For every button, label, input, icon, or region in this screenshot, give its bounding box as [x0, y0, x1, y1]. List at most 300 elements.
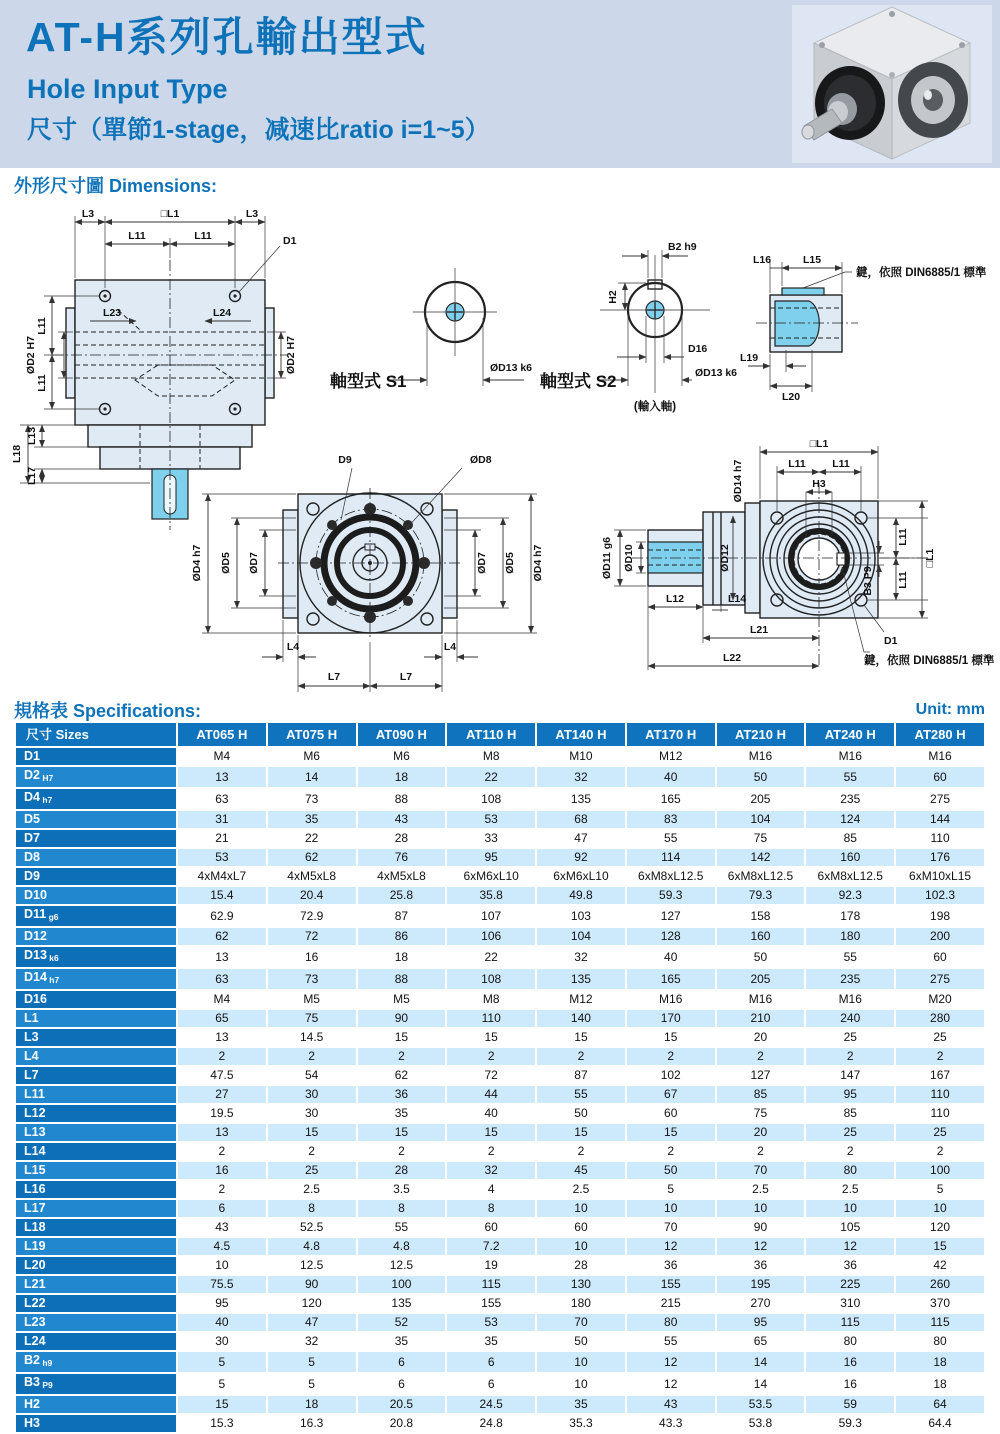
spec-cell: 73 [268, 789, 356, 809]
svg-text:B2 h9: B2 h9 [668, 241, 697, 253]
spec-cell: 15 [627, 1029, 715, 1046]
svg-text:ØD7: ØD7 [248, 552, 260, 574]
spec-cell: 75 [268, 1010, 356, 1027]
spec-cell: 180 [806, 928, 894, 945]
spec-cell: 2 [178, 1181, 266, 1198]
spec-cell: 170 [627, 1010, 715, 1027]
spec-cell: 15 [447, 1029, 535, 1046]
spec-row-label: L22 [16, 1295, 176, 1312]
spec-cell: 2 [447, 1048, 535, 1065]
spec-row-label: D5 [16, 811, 176, 828]
spec-cell: 4xM5xL8 [358, 868, 446, 885]
spec-cell: 135 [537, 789, 625, 809]
spec-cell: 13 [178, 947, 266, 967]
svg-text:ØD5: ØD5 [504, 552, 516, 574]
svg-text:ØD12: ØD12 [719, 544, 731, 572]
spec-cell: 10 [537, 1238, 625, 1255]
spec-cell: 108 [447, 969, 535, 989]
spec-cell: 40 [627, 767, 715, 787]
spec-cell: 75.5 [178, 1276, 266, 1293]
spec-cell: 180 [537, 1295, 625, 1312]
spec-cell: 160 [717, 928, 805, 945]
spec-cell: 87 [537, 1067, 625, 1084]
spec-row-label: L18 [16, 1219, 176, 1236]
spec-cell: 55 [358, 1219, 446, 1236]
spec-cell: 167 [896, 1067, 984, 1084]
spec-cell: 2 [358, 1143, 446, 1160]
spec-cell: 80 [627, 1314, 715, 1331]
spec-col-header: AT090 H [358, 723, 446, 746]
spec-cell: 49.8 [537, 887, 625, 904]
spec-cell: 19 [447, 1257, 535, 1274]
spec-row [16, 1219, 984, 1236]
spec-cell: 107 [447, 906, 535, 926]
spec-cell: 5 [896, 1181, 984, 1198]
spec-cell: 90 [268, 1276, 356, 1293]
svg-text:ØD10: ØD10 [623, 544, 635, 572]
spec-row-label: D14 $_{h7}$ [16, 969, 176, 989]
input-hub-highlight [648, 542, 703, 573]
svg-text:L7: L7 [399, 671, 413, 683]
svg-text:ØD4 h7: ØD4 h7 [532, 544, 544, 582]
spec-row [16, 1048, 984, 1065]
spec-cell: 155 [627, 1276, 715, 1293]
spec-row [16, 1029, 984, 1046]
spec-row-label: D8 [16, 849, 176, 866]
spec-cell: 270 [717, 1295, 805, 1312]
spec-row [16, 748, 984, 765]
svg-text:L14: L14 [727, 593, 747, 605]
spec-row-label: D13 $_{k6}$ [16, 947, 176, 967]
page-title: AT-H系列孔輸出型式 [26, 14, 428, 60]
spec-table-header-row [16, 723, 984, 746]
spec-cell: 50 [537, 1105, 625, 1122]
svg-text:L19: L19 [739, 352, 759, 364]
spec-cell: 4.8 [268, 1238, 356, 1255]
spec-cell: 95 [806, 1086, 894, 1103]
spec-cell: 35 [537, 1396, 625, 1413]
spec-cell: 36 [358, 1086, 446, 1103]
spec-cell: 63 [178, 789, 266, 809]
svg-text:L4: L4 [443, 641, 457, 653]
spec-cell: 115 [806, 1314, 894, 1331]
svg-text:D1: D1 [283, 235, 297, 247]
spec-cell: M6 [358, 748, 446, 765]
svg-text:L4: L4 [286, 641, 300, 653]
spec-cell: 50 [627, 1162, 715, 1179]
spec-row-label: L24 [16, 1333, 176, 1350]
svg-text:L3: L3 [245, 208, 259, 220]
spec-row [16, 830, 984, 847]
spec-col-header: AT240 H [806, 723, 894, 746]
spec-cell: 16.3 [268, 1415, 356, 1432]
spec-cell: 47 [268, 1314, 356, 1331]
spec-cell: 235 [806, 969, 894, 989]
spec-cell: 14 [268, 767, 356, 787]
spec-row [16, 1257, 984, 1274]
spec-cell: 47.5 [178, 1067, 266, 1084]
spec-cell: 275 [896, 789, 984, 809]
spec-cell: 2 [537, 1143, 625, 1160]
spec-cell: 35 [358, 1105, 446, 1122]
spec-cell: 35.8 [447, 887, 535, 904]
spec-cell: 106 [447, 928, 535, 945]
spec-row [16, 1124, 984, 1141]
spec-cell: 36 [627, 1257, 715, 1274]
spec-cell: 115 [896, 1314, 984, 1331]
spec-cell: 28 [358, 830, 446, 847]
spec-col-header: AT170 H [627, 723, 715, 746]
spec-cell: 62 [358, 1067, 446, 1084]
spec-row [16, 1333, 984, 1350]
svg-text:L11: L11 [897, 571, 909, 589]
svg-text:軸型式 S1: 軸型式 S1 [330, 372, 407, 391]
spec-cell: 128 [627, 928, 715, 945]
spec-row-label: L19 [16, 1238, 176, 1255]
spec-cell: 120 [268, 1295, 356, 1312]
spec-row-label: L1 [16, 1010, 176, 1027]
spec-cell: 24.8 [447, 1415, 535, 1432]
spec-cell: M20 [896, 991, 984, 1008]
spec-cell: 32 [447, 1162, 535, 1179]
svg-text:□L1: □L1 [924, 548, 936, 568]
spec-cell: 10 [178, 1257, 266, 1274]
spec-row-label-tolerance: h7 [46, 975, 60, 985]
spec-row [16, 1396, 984, 1413]
svg-text:L11: L11 [36, 374, 48, 392]
spec-cell: 43.3 [627, 1415, 715, 1432]
spec-cell: 4xM4xL7 [178, 868, 266, 885]
spec-cell: 6 [358, 1352, 446, 1372]
spec-table-body [16, 748, 984, 1432]
spec-cell: 70 [717, 1162, 805, 1179]
spec-cell: 110 [896, 830, 984, 847]
spec-cell: 53.8 [717, 1415, 805, 1432]
spec-cell: 75 [717, 830, 805, 847]
spec-row [16, 1143, 984, 1160]
spec-row-label: L16 [16, 1181, 176, 1198]
spec-cell: 147 [806, 1067, 894, 1084]
spec-cell: 102.3 [896, 887, 984, 904]
svg-text:L11: L11 [128, 230, 146, 242]
spec-cell: 2 [268, 1143, 356, 1160]
svg-text:L7: L7 [327, 671, 341, 683]
spec-cell: 205 [717, 969, 805, 989]
spec-col-header: AT065 H [178, 723, 266, 746]
spec-cell: 32 [268, 1333, 356, 1350]
spec-cell: 20.4 [268, 887, 356, 904]
spec-cell: 108 [447, 789, 535, 809]
drawing-side-view [601, 438, 995, 670]
spec-cell: 8 [447, 1200, 535, 1217]
spec-cell: 53 [447, 1314, 535, 1331]
spec-cell: 4xM5xL8 [268, 868, 356, 885]
spec-row [16, 1181, 984, 1198]
spec-row [16, 1314, 984, 1331]
spec-cell: 370 [896, 1295, 984, 1312]
spec-cell: 160 [806, 849, 894, 866]
spec-cell: 20.5 [358, 1396, 446, 1413]
drawing-shaft-type-s1 [330, 268, 532, 391]
spec-cell: 2 [806, 1048, 894, 1065]
spec-cell: 6 [358, 1374, 446, 1394]
spec-cell: 88 [358, 969, 446, 989]
spec-col-header: AT075 H [268, 723, 356, 746]
spec-cell: 130 [537, 1276, 625, 1293]
spec-cell: 35 [358, 1333, 446, 1350]
spec-cell: 20 [717, 1124, 805, 1141]
svg-text:H2: H2 [607, 290, 619, 304]
spec-cell: 85 [806, 1105, 894, 1122]
spec-cell: 55 [806, 767, 894, 787]
spec-cell: M16 [806, 748, 894, 765]
spec-row [16, 947, 984, 967]
spec-cell: 28 [537, 1257, 625, 1274]
spec-cell: 2 [178, 1048, 266, 1065]
spec-row [16, 1086, 984, 1103]
svg-text:鍵，依照 DIN6885/1 標準: 鍵，依照 DIN6885/1 標準 [856, 267, 987, 279]
spec-cell: 165 [627, 789, 715, 809]
spec-row [16, 868, 984, 885]
spec-cell: 2 [358, 1048, 446, 1065]
spec-cell: 55 [627, 830, 715, 847]
spec-row-label: B2 $_{h9}$ [16, 1352, 176, 1372]
spec-cell: 15 [358, 1124, 446, 1141]
spec-cell: 140 [537, 1010, 625, 1027]
svg-text:L12: L12 [665, 593, 685, 605]
spec-cell: M5 [358, 991, 446, 1008]
spec-cell: 275 [896, 969, 984, 989]
spec-cell: 10 [896, 1200, 984, 1217]
spec-cell: 30 [268, 1086, 356, 1103]
spec-cell: 6xM6xL10 [447, 868, 535, 885]
spec-cell: 15 [268, 1124, 356, 1141]
spec-cell: 44 [447, 1086, 535, 1103]
svg-text:ØD7: ØD7 [476, 552, 488, 574]
spec-cell: 72 [268, 928, 356, 945]
spec-cell: 135 [358, 1295, 446, 1312]
spec-cell: 16 [178, 1162, 266, 1179]
svg-text:L24: L24 [212, 307, 232, 319]
spec-cell: 127 [627, 906, 715, 926]
spec-row [16, 1276, 984, 1293]
spec-cell: 16 [268, 947, 356, 967]
spec-table [14, 721, 986, 1434]
spec-cell: 5 [268, 1374, 356, 1394]
spec-cell: 6xM10xL15 [896, 868, 984, 885]
svg-text:L11: L11 [788, 458, 806, 470]
spec-cell: 76 [358, 849, 446, 866]
spec-cell: 142 [717, 849, 805, 866]
spec-cell: 18 [358, 767, 446, 787]
spec-cell: 18 [268, 1396, 356, 1413]
spec-cell: 104 [717, 811, 805, 828]
spec-cell: 75 [717, 1105, 805, 1122]
svg-text:L11: L11 [832, 458, 850, 470]
spec-cell: 12.5 [268, 1257, 356, 1274]
spec-cell: 59.3 [806, 1415, 894, 1432]
spec-cell: 43 [178, 1219, 266, 1236]
spec-cell: 165 [627, 969, 715, 989]
spec-cell: 62.9 [178, 906, 266, 926]
spec-cell: 18 [896, 1374, 984, 1394]
spec-cell: 87 [358, 906, 446, 926]
spec-row-label-tolerance: h7 [39, 795, 53, 805]
spec-cell: 104 [537, 928, 625, 945]
spec-row-label-tolerance: h9 [39, 1358, 53, 1368]
spec-cell: 45 [537, 1162, 625, 1179]
spec-cell: 20 [717, 1029, 805, 1046]
spec-cell: 65 [717, 1333, 805, 1350]
spec-cell: M8 [447, 991, 535, 1008]
spec-cell: M12 [627, 748, 715, 765]
spec-table-head [16, 723, 984, 746]
spec-row [16, 1067, 984, 1084]
spec-cell: 90 [717, 1219, 805, 1236]
svg-text:L11: L11 [36, 317, 48, 335]
spec-cell: 18 [358, 947, 446, 967]
spec-cell: 16 [806, 1352, 894, 1372]
spec-cell: 2.5 [537, 1181, 625, 1198]
spec-cell: 15 [537, 1124, 625, 1141]
spec-row-label: D11 $_{g6}$ [16, 906, 176, 926]
spec-cell: 115 [447, 1276, 535, 1293]
svg-text:L11: L11 [897, 528, 909, 546]
specifications-heading: 規格表 Specifications: [14, 701, 202, 721]
spec-cell: 12 [627, 1238, 715, 1255]
spec-row [16, 811, 984, 828]
spec-cell: 210 [717, 1010, 805, 1027]
spec-cell: 60 [896, 767, 984, 787]
spec-cell: 88 [358, 789, 446, 809]
svg-text:L23: L23 [102, 307, 122, 319]
spec-cell: M10 [537, 748, 625, 765]
spec-cell: 13 [178, 1124, 266, 1141]
svg-text:ØD2 H7: ØD2 H7 [25, 336, 37, 374]
svg-text:軸型式 S2: 軸型式 S2 [540, 372, 617, 391]
spec-cell: 25.8 [358, 887, 446, 904]
spec-cell: 12.5 [358, 1257, 446, 1274]
spec-cell: M16 [806, 991, 894, 1008]
dimension-drawings [0, 200, 1000, 697]
spec-cell: 86 [358, 928, 446, 945]
unit-label: Unit: mm [915, 701, 985, 718]
spec-cell: 10 [537, 1352, 625, 1372]
spec-cell: 158 [717, 906, 805, 926]
spec-cell: 102 [627, 1067, 715, 1084]
spec-cell: M16 [717, 748, 805, 765]
spec-cell: 240 [806, 1010, 894, 1027]
spec-cell: 22 [447, 947, 535, 967]
spec-cell: 95 [717, 1314, 805, 1331]
spec-row-label: D1 [16, 748, 176, 765]
spec-cell: 14 [717, 1352, 805, 1372]
spec-row-label: H3 [16, 1415, 176, 1432]
spec-cell: 2 [627, 1048, 715, 1065]
spec-row-label: L21 [16, 1276, 176, 1293]
spec-cell: 35 [447, 1333, 535, 1350]
spec-cell: M16 [896, 748, 984, 765]
svg-text:L21: L21 [749, 624, 769, 636]
drawing-front-view [11, 208, 297, 530]
svg-text:H3: H3 [812, 478, 826, 490]
svg-text:L11: L11 [194, 230, 212, 242]
spec-row-label: L3 [16, 1029, 176, 1046]
spec-cell: M16 [627, 991, 715, 1008]
spec-cell: M6 [268, 748, 356, 765]
spec-cell: 6 [447, 1374, 535, 1394]
spec-row [16, 1352, 984, 1372]
spec-cell: 5 [268, 1352, 356, 1372]
spec-cell: 110 [447, 1010, 535, 1027]
spec-cell: 2 [806, 1143, 894, 1160]
spec-cell: 35.3 [537, 1415, 625, 1432]
spec-cell: 28 [358, 1162, 446, 1179]
spec-cell: 83 [627, 811, 715, 828]
spec-row-label: L17 [16, 1200, 176, 1217]
spec-cell: 155 [447, 1295, 535, 1312]
spec-cell: M5 [268, 991, 356, 1008]
spec-cell: 16 [806, 1374, 894, 1394]
spec-cell: 10 [806, 1200, 894, 1217]
spec-cell: 6 [178, 1200, 266, 1217]
spec-cell: 8 [358, 1200, 446, 1217]
spec-cell: 15 [537, 1029, 625, 1046]
spec-col-header: AT140 H [537, 723, 625, 746]
spec-cell: M16 [717, 991, 805, 1008]
spec-row-label: D10 [16, 887, 176, 904]
spec-cell: 62 [268, 849, 356, 866]
spec-cell: 2 [178, 1143, 266, 1160]
spec-row-label: D12 [16, 928, 176, 945]
spec-cell: 127 [717, 1067, 805, 1084]
spec-row-label-tolerance: H7 [39, 773, 54, 783]
spec-cell: 235 [806, 789, 894, 809]
spec-row [16, 1200, 984, 1217]
spec-cell: 15 [627, 1124, 715, 1141]
spec-cell: 59 [806, 1396, 894, 1413]
spec-cell: 18 [896, 1352, 984, 1372]
spec-cell: 53.5 [717, 1396, 805, 1413]
spec-cell: 2 [447, 1143, 535, 1160]
spec-cell: 90 [358, 1010, 446, 1027]
spec-cell: 10 [717, 1200, 805, 1217]
spec-cell: 2 [627, 1143, 715, 1160]
spec-cell: 25 [806, 1029, 894, 1046]
spec-cell: 20.8 [358, 1415, 446, 1432]
spec-cell: 65 [178, 1010, 266, 1027]
spec-cell: 178 [806, 906, 894, 926]
page-subtitle-en: Hole Input Type [27, 74, 228, 104]
spec-cell: 14 [717, 1374, 805, 1394]
spec-cell: 73 [268, 969, 356, 989]
spec-cell: 195 [717, 1276, 805, 1293]
spec-cell: M12 [537, 991, 625, 1008]
spec-row [16, 1105, 984, 1122]
svg-text:L18: L18 [11, 444, 23, 464]
drawing-flange-view [191, 454, 544, 692]
spec-cell: 198 [896, 906, 984, 926]
spec-cell: 120 [896, 1219, 984, 1236]
spec-row [16, 1010, 984, 1027]
spec-row-label: H2 [16, 1396, 176, 1413]
spec-row [16, 1162, 984, 1179]
spec-row-label-tolerance: P9 [39, 1380, 53, 1390]
spec-row [16, 1295, 984, 1312]
spec-row [16, 928, 984, 945]
spec-cell: 6 [447, 1352, 535, 1372]
page-subtitle-zh: 尺寸（單節1-stage，减速比ratio i=1~5） [27, 116, 490, 144]
